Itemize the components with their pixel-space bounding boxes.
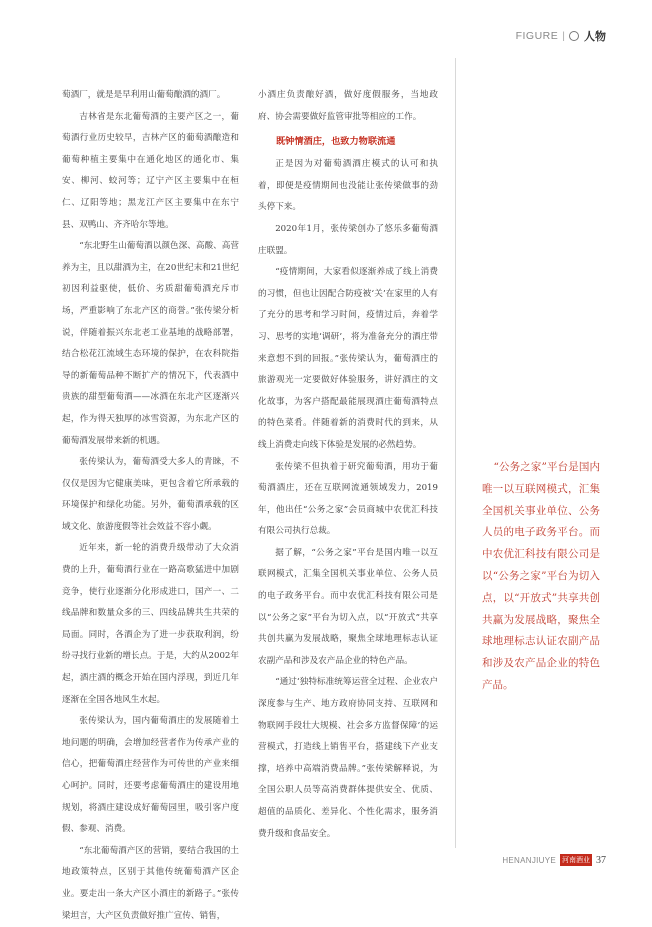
paragraph: 正是因为对葡萄酒酒庄模式的认可和执着，即便是疫情期间也没能让张传梁做事的劲头停下来。 bbox=[258, 159, 438, 213]
column-divider bbox=[455, 58, 456, 848]
paragraph: “东北葡萄酒产区的营销，要结合我国的土地政策特点，区别于其他传统葡萄酒产区企业。要走出一条大产区小酒庄的新路子。”张传梁坦言，大产区负责做好推广宣传、销售， bbox=[62, 845, 239, 921]
paragraph: “通过‘独特标准统筹运营全过程、企业农户深度参与生产、地方政府协同支持、互联网和物联网手段壮大规模、社会多方监督保障’的运营模式，打造线上销售平台，搭建线下产业支撑，培养中高端消费品牌。”张传梁解释说，为全国公职人员等高消费群体提供安全、优质、超值的品质化、差异化、个性化需求，服务消费升级和食品安全。 bbox=[258, 677, 438, 839]
pull-quote-text: “公务之家”平台是国内唯一以互联网模式，汇集全国机关事业单位、公务人员的电子政务平台。而中农优汇科技有限公司是以“公务之家”平台为切入点，以“开放式”共享共创共赢为发展战略，聚焦全球地理标志认证农副产品和涉及农产品企业的特色产品。 bbox=[482, 461, 600, 691]
paragraph: 吉林省是东北葡萄酒的主要产区之一，葡萄酒行业历史较早，吉林产区的葡萄酒酿造和葡萄种植主要集中在通化地区的通化市、集安、柳河、蛟河等；辽宁产区主要集中在桓仁、辽阳等地；黑龙江产区主要集中在东宁县、双鸭山、齐齐哈尔等地。 bbox=[62, 111, 239, 230]
paragraph: 小酒庄负责酿好酒，做好度假服务，当地政府、协会需要做好监管审批等相应的工作。 bbox=[258, 90, 438, 122]
article-column-middle bbox=[258, 85, 438, 845]
paragraph: 萄酒厂，就是是早利用山葡萄酿酒的酒厂。 bbox=[62, 90, 226, 100]
page-number: 37 bbox=[596, 854, 606, 866]
paragraph: 张传梁不但执着于研究葡萄酒，用功于葡萄酒酒庄，还在互联网流通领域发力，2019年，他出任“公务之家”会员商城中农优汇科技有限公司执行总裁。 bbox=[258, 461, 438, 537]
pull-quote bbox=[482, 457, 600, 697]
paragraph: “东北野生山葡萄酒以颜色深、高酸、高营养为主，且以甜酒为主，在20世纪末和21世纪初因利益驱使，低价、劣质甜葡萄酒充斥市场，严重影响了东北产区的商誉。”张传梁分析说，伴随着振兴东北老工业基地的战略部署，结合松花江流域生态环境的保护，在农科院指导的新葡萄品种不断扩产的情况下，代表酒中贵族的甜型葡萄酒——冰酒在东北产区逐渐兴起，作为得天独厚的冰雪资源，为东北产区的葡萄酒发展带来新的机遇。 bbox=[62, 241, 239, 446]
article-column-left bbox=[62, 85, 239, 927]
paragraph: “疫情期间，大家看似逐渐养成了线上消费的习惯，但也让因配合防疫被‘关’在家里的人有了充分的思考和学习时间，疫情过后，奔着学习、思考的实地‘调研’，将为准备充分的酒庄带来意想不到的回报。”张传梁认为，葡萄酒庄的旅游观光一定要做好体验服务，讲好酒庄的文化故事，为客户搭配最能展现酒庄葡萄酒特点的特色菜肴。伴随着新的消费时代的到来，从线上消费走向线下体验是发展的必然趋势。 bbox=[258, 267, 438, 450]
column-lead-text bbox=[258, 85, 438, 128]
magazine-badge: 河南酒业 bbox=[560, 854, 592, 866]
paragraph: 张传梁认为，葡萄酒受大多人的青睐，不仅仅是因为它健康美味，更包含着它所承载的环境保护和绿化功能。另外，葡萄酒承载的区域文化、旅游度假等社会效益不容小觑。 bbox=[62, 457, 239, 532]
header-separator: | bbox=[562, 30, 565, 42]
paragraph: 2020年1月，张传梁创办了悠乐多葡萄酒庄联盟。 bbox=[258, 223, 438, 256]
paragraph: 近年来，新一轮的消费升级带动了大众消费的上升，葡萄酒行业在一路高歌猛进中加剧竞争，使行业逐渐分化形成进口，国产一、二线品牌和数量众多的三、四线品牌共生共荣的局面。同时，各酒企为了进一步获取利润，纷纷寻找行业新的增长点。于是，大约从2002年起，酒庄酒的概念开始在国内浮现，到近几年逐渐在全国各地风生水起。 bbox=[62, 543, 239, 705]
paragraph: 据了解，“公务之家”平台是国内唯一以互联网模式，汇集全国机关事业单位、公务人员的电子政务平台。而中农优汇科技有限公司是以“公务之家”平台为切入点，以“开放式”共享共创共赢为发展战略，聚焦全球地理标志认证农副产品和涉及农产品企业的特色产品。 bbox=[258, 547, 438, 666]
column-body-text bbox=[258, 154, 438, 845]
header-section-title: 人物 bbox=[584, 31, 606, 43]
page-header bbox=[516, 28, 606, 44]
header-figure-label: FIGURE bbox=[515, 30, 559, 42]
page-footer bbox=[502, 854, 606, 866]
section-heading: 既钟情酒庄，也致力物联流通 bbox=[276, 136, 396, 148]
circle-icon bbox=[569, 31, 579, 41]
magazine-name: HENANJIUYE bbox=[502, 855, 556, 865]
paragraph: 张传梁认为，国内葡萄酒庄的发展随着土地问题的明确，会增加经营者作为传承产业的信心，把葡萄酒庄经营作为可传世的产业来细心呵护。同时，还要考虑葡萄酒庄的建设用地规划，将酒庄建设成好葡萄园里，吸引客户度假、参观、消费。 bbox=[62, 716, 239, 835]
